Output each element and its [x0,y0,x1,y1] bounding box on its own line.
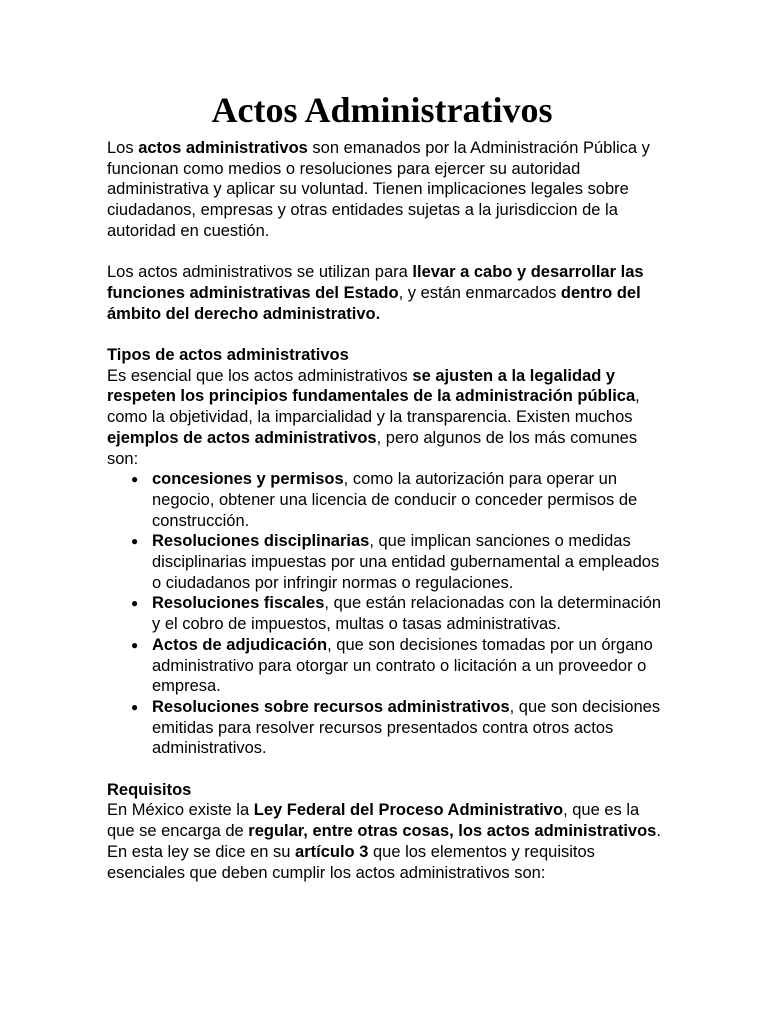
types-heading: Tipos de actos administrativos [107,346,349,364]
document-page [107,84,667,883]
document-title: Actos Administrativos [211,90,553,130]
list-item: ● concesiones y permisos, como la autorización para operar un negocio, obtener una licencia de conducir o conceder permisos de construcción. [131,470,638,530]
bullet-icon: ● [131,472,139,487]
bullet-icon: ● [131,596,139,611]
bullet-icon: ● [131,699,139,714]
types-list [107,469,667,759]
bullet-icon: ● [131,534,139,549]
list-item: ● Resoluciones disciplinarias, que implican sanciones o medidas disciplinarias impuestas por una entidad gubernamental a empleados o ciudadanos por infringir normas o regulaciones. [131,532,660,592]
requirements-heading: Requisitos [107,780,192,799]
list-item: ● Actos de adjudicación, que son decisiones tomadas por un órgano administrativo para otorgar un contrato o licitación a un proveedor o empresa. [131,635,653,696]
types-paragraph: Es esencial que los actos administrativos se ajusten a la legalidad y respeten los principios fundamentales de la administración pública, como la objetividad, la imparcialidad y la transparencia. Existen muchos ejemplos de actos administrativos, pero algunos de los más comunes son: [107,366,640,468]
list-item: ● Resoluciones sobre recursos administrativos, que son decisiones emitidas para resolver recursos presentados contra otros actos administrativos. [131,697,661,758]
paragraph-spacer [107,242,667,263]
list-item: ● Resoluciones fiscales, que están relacionadas con la determinación y el cobro de impuestos, multas o tasas administrativas. [131,594,662,634]
intro-paragraph: Los actos administrativos son emanados por la Administración Pública y funcionan como medios o resoluciones para ejercer su autoridad administrativa y aplicar su voluntad. Tienen implicaciones legales sobre ciudadanos, empresas y otras entidades sujetas a la jurisdiccion de la autoridad en cuestión. [107,139,650,240]
requirements-paragraph: En México existe la Ley Federal del Proceso Administrativo, que es la que se encarga de regular, entre otras cosas, los actos administrativos. En esta ley se dice en su artículo 3 que los elementos y requisitos esenciales que deben cumplir los actos administrativos son: [107,801,661,882]
paragraph-spacer [107,324,667,345]
bullet-icon: ● [131,637,139,652]
paragraph-spacer [107,759,667,780]
usage-paragraph: Los actos administrativos se utilizan para llevar a cabo y desarrollar las funciones administrativas del Estado, y están enmarcados dentro del ámbito del derecho administrativo. [107,263,644,323]
